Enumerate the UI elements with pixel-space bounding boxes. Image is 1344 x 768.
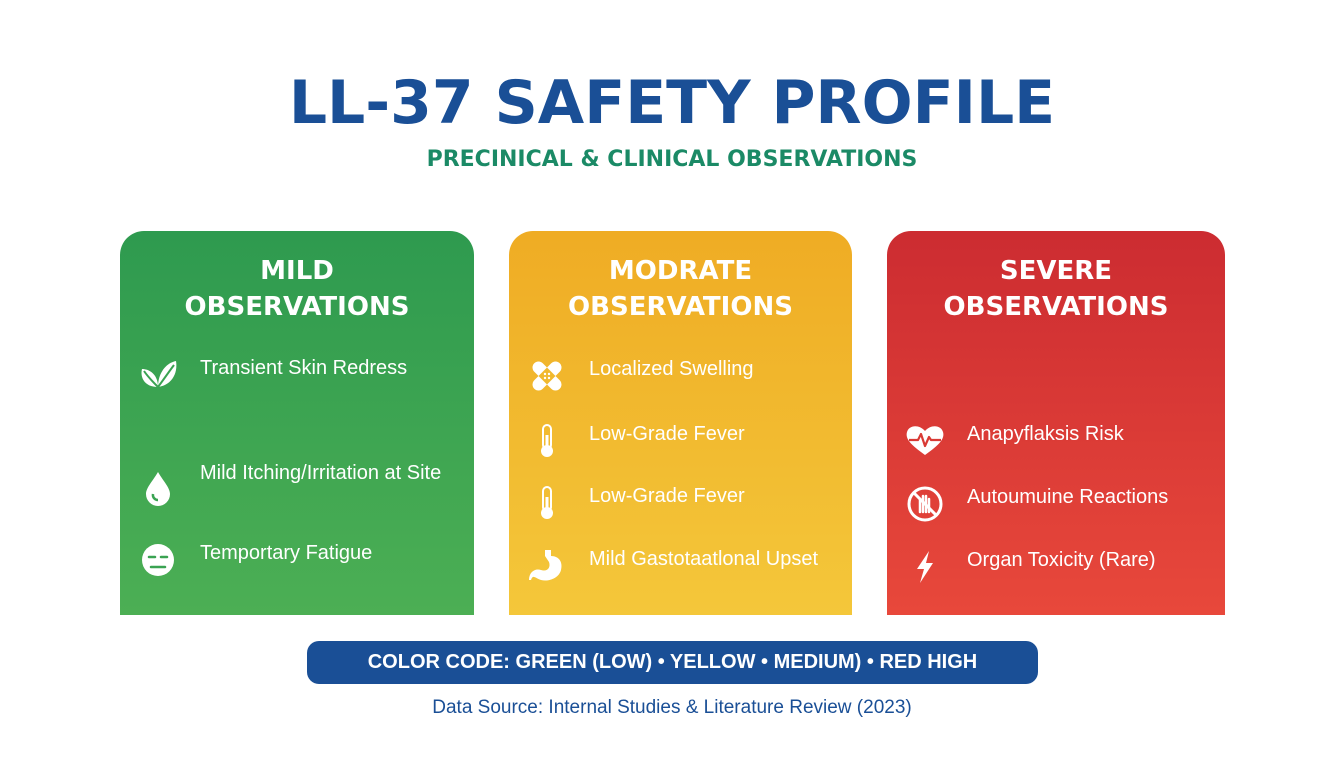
item-label: Anapyflaksis Risk <box>967 423 1124 445</box>
moderate-item-fever-2 <box>509 483 852 523</box>
severe-observations-card <box>887 231 1225 615</box>
mild-card-title <box>120 253 474 325</box>
item-label: Low-Grade Fever <box>589 485 745 507</box>
severe-item-organ-toxicity <box>887 547 1225 587</box>
no-hand-icon <box>903 486 947 522</box>
heartbeat-icon <box>903 423 947 459</box>
item-label: Mild Gastotaatlonal Upset <box>589 548 819 570</box>
tired-face-icon <box>136 542 180 578</box>
stomach-icon <box>525 548 569 584</box>
item-label: Autoumuine Reactions <box>967 486 1169 508</box>
item-label: Temportary Fatigue <box>200 542 373 564</box>
thermometer-icon <box>525 485 569 521</box>
color-code-legend: COLOR CODE: GREEN (LOW) • YELLOW • MEDIUM) • RED HIGH <box>307 641 1038 684</box>
droplet-icon <box>136 470 180 506</box>
severe-title-line1: SEVERE <box>999 256 1113 286</box>
bandage-icon <box>525 358 569 394</box>
mild-observations-card <box>120 231 474 615</box>
mild-item-skin-redness <box>120 355 474 395</box>
item-label: Transient Skin Redress <box>200 357 408 379</box>
moderate-title-line2: OBSERVATIONS <box>568 292 793 322</box>
mild-item-itching <box>120 460 474 516</box>
item-label: Low-Grade Fever <box>589 423 745 445</box>
moderate-item-gastro <box>509 546 852 586</box>
moderate-item-fever-1 <box>509 421 852 461</box>
item-label: Organ Toxicity (Rare) <box>967 549 1156 571</box>
severe-item-anaphylaxis <box>887 421 1225 461</box>
item-label: Localized Swelling <box>589 358 754 380</box>
mild-title-line2: OBSERVATIONS <box>184 292 410 322</box>
lightning-icon <box>903 549 947 585</box>
mild-item-fatigue <box>120 540 474 580</box>
severe-item-autoimmune <box>887 484 1225 524</box>
page-subtitle: PRECINICAL & CLINICAL OBSERVATIONS <box>426 147 918 172</box>
severe-card-title <box>887 253 1225 325</box>
mild-title-line1: MILD <box>260 256 334 286</box>
leaf-icon <box>136 357 180 393</box>
item-label: Mild Itching/Irritation at Site <box>200 462 442 484</box>
page-title: LL-37 SAFETY PROFILE <box>288 68 1056 138</box>
moderate-item-swelling <box>509 356 852 396</box>
severe-title-line2: OBSERVATIONS <box>943 292 1169 322</box>
moderate-title-line1: MODRATE <box>608 256 753 286</box>
moderate-observations-card <box>509 231 852 615</box>
thermometer-icon <box>525 423 569 459</box>
data-source-note: Data Source: Internal Studies & Literature Review (2023) <box>432 697 912 718</box>
moderate-card-title <box>509 253 852 325</box>
